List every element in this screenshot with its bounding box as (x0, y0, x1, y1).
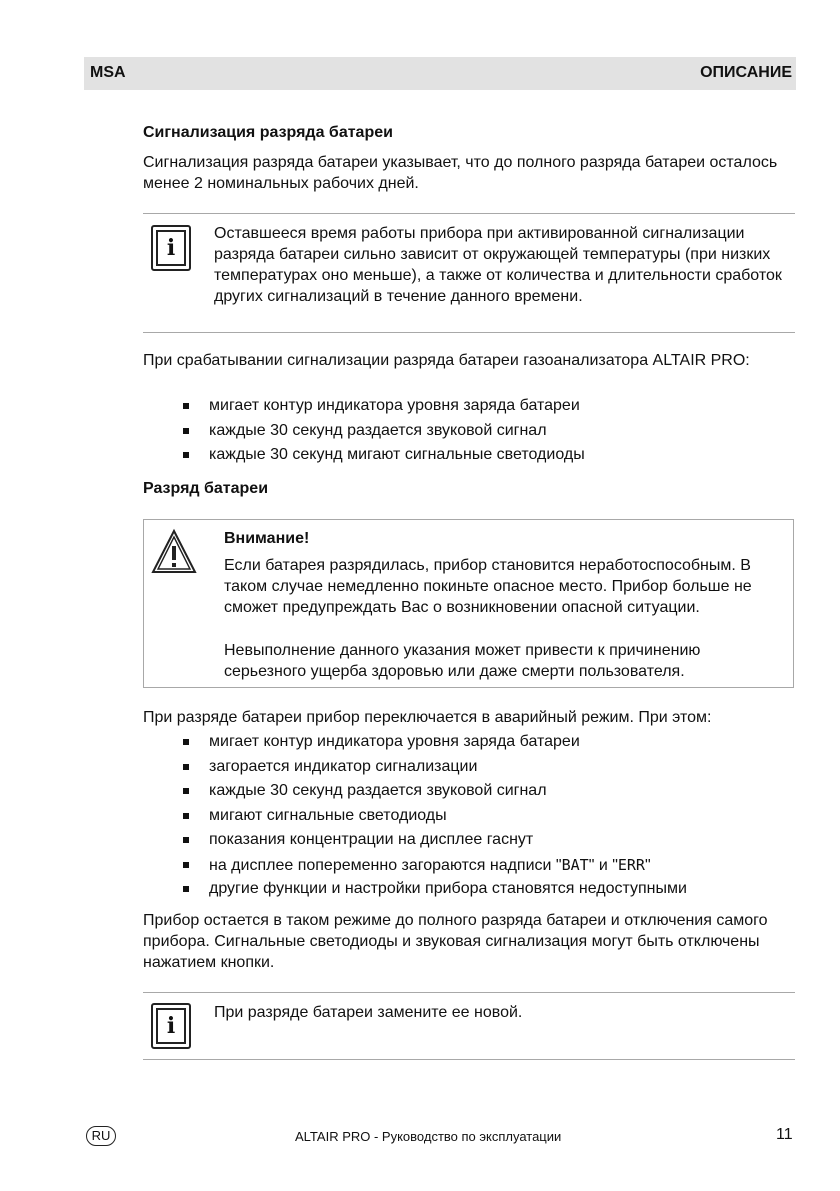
list-item: каждые 30 секунд раздается звуковой сигнал (181, 779, 781, 804)
list-item: каждые 30 секунд раздается звуковой сигнал (181, 419, 781, 444)
paragraph-alarm-intro: При срабатывании сигнализации разряда батареи газоанализатора ALTAIR PRO: (143, 352, 750, 369)
list-item: каждые 30 секунд мигают сигнальные светодиоды (181, 443, 781, 468)
language-badge: RU (86, 1126, 116, 1146)
warning-text-2: Невыполнение данного указания может привести к причинению серьезного ущерба здоровью или даже смерти пользователя. (224, 642, 701, 680)
list-item: загорается индикатор сигнализации (181, 755, 781, 780)
footer-title: ALTAIR PRO - Руководство по эксплуатации (295, 1129, 562, 1144)
info-icon: i (151, 1003, 191, 1049)
bullet-list-1 (181, 394, 781, 468)
list-item: показания концентрации на дисплее гаснут (181, 828, 781, 853)
warning-box (143, 519, 794, 688)
list-item: мигает контур индикатора уровня заряда батареи (181, 394, 781, 419)
section-heading-battery-discharge: Разряд батареи (143, 480, 269, 497)
page-number: 11 (776, 1126, 793, 1143)
page-header (84, 57, 796, 90)
list-item: мигают сигнальные светодиоды (181, 804, 781, 829)
paragraph-battery-alarm: Сигнализация разряда батареи указывает, что до полного разряда батареи осталось менее 2 номинальных рабочих дней. (143, 154, 778, 192)
list-item: другие функции и настройки прибора становятся недоступными (181, 877, 781, 902)
note-box-2 (143, 992, 795, 1060)
note-box-1 (143, 213, 795, 333)
section-heading-battery-alarm: Сигнализация разряда батареи (143, 124, 393, 141)
note-text-1: Оставшееся время работы прибора при активированной сигнализации разряда батареи сильно зависит от окружающей температуры (при низких температурах оно меньше), а также от количества и длительности сработок других сигнализаций в течение данного времени. (214, 225, 782, 305)
paragraph-emergency-intro: При разряде батареи прибор переключается в аварийный режим. При этом: (143, 709, 712, 726)
header-brand: MSA (90, 64, 126, 81)
bullet-list-2 (181, 730, 781, 902)
warning-title: Внимание! (224, 530, 310, 547)
warning-triangle-icon (150, 528, 198, 576)
paragraph-emergency-mode: Прибор остается в таком режиме до полного разряда батареи и отключения самого прибора. Сигнальные светодиоды и звуковая сигнализация могут быть отключены нажатием кнопки. (143, 912, 768, 971)
list-item: мигает контур индикатора уровня заряда батареи (181, 730, 781, 755)
warning-text-1: Если батарея разрядилась, прибор становится неработоспособным. В таком случае немедленно покиньте опасное место. Прибор больше не сможет предупреждать Вас о возникновении опасной ситуации. (224, 557, 752, 616)
info-icon: i (151, 225, 191, 271)
note-text-2: При разряде батареи замените ее новой. (214, 1004, 523, 1021)
header-section: ОПИСАНИЕ (700, 64, 792, 81)
list-item: на дисплее попеременно загораются надписи "BAT" и "ERR" (181, 853, 781, 878)
